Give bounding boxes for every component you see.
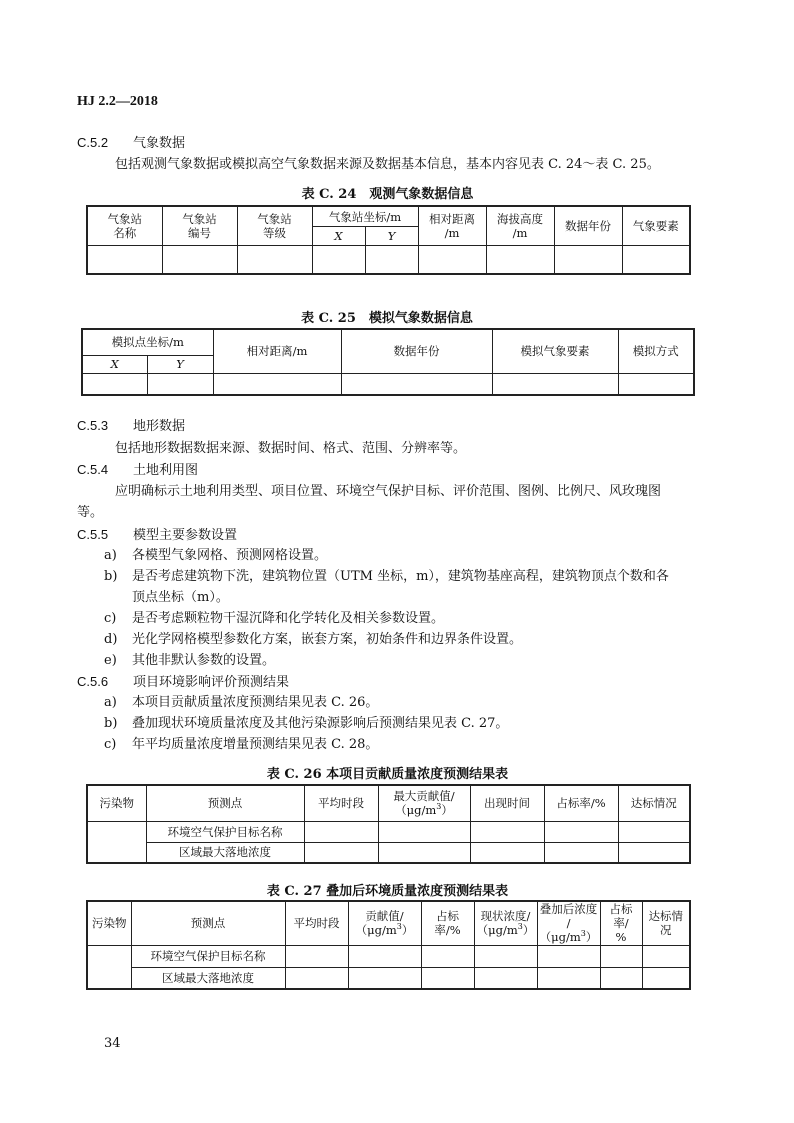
- t25-header-elem: 模拟气象要素: [492, 329, 618, 373]
- table-cell: [470, 821, 544, 842]
- table-cell: [418, 245, 486, 274]
- table-cell: [618, 821, 690, 842]
- section-c54-body: 应明确标示土地利用类型、项目位置、环境空气保护目标、评价范围、图例、比例尺、风玫瑰图: [115, 484, 662, 499]
- list-item: b) 是否考虑建筑物下洗，建筑物位置（UTM 坐标，m），建筑物基座高程，建筑物顶点个数和各: [104, 569, 669, 584]
- t24-header-coord: 气象站坐标/m: [312, 206, 418, 227]
- t25-header-y: Y: [147, 355, 213, 373]
- table-cell: [237, 245, 312, 274]
- table-cell: [378, 821, 470, 842]
- t24-header-level: 气象站 等级: [237, 206, 312, 245]
- t27-row-target: 环境空气保护目标名称: [131, 945, 285, 967]
- t27-header-ratio2: 占标率/ %: [600, 901, 642, 945]
- table-cell: [544, 842, 618, 863]
- table26-caption: 表 C. 26 本项目贡献质量浓度预测结果表: [266, 767, 509, 782]
- table-cell: [87, 821, 146, 863]
- t25-header-dist: 相对距离/m: [213, 329, 341, 373]
- table-cell: [642, 945, 690, 967]
- section-number: C.5.4: [77, 462, 109, 477]
- table-cell: [341, 373, 492, 395]
- t27-header-current: 现状浓度/ $(\mu g/m^3)$: [474, 901, 537, 945]
- t27-header-point: 预测点: [131, 901, 285, 945]
- t25-header-x: X: [82, 355, 147, 373]
- table-cell: [486, 245, 554, 274]
- t26-row-target: 环境空气保护目标名称: [146, 821, 304, 842]
- section-c52-heading: [77, 134, 185, 153]
- t27-header-overlay: 叠加后浓度 $/(\mu g/m^3)$: [537, 901, 600, 945]
- t24-header-alt: 海拔高度 /m: [486, 206, 554, 245]
- section-c54-body-cont: 等。: [77, 505, 104, 520]
- list-item: c) 是否考虑颗粒物干湿沉降和化学转化及相关参数设置。: [104, 611, 445, 626]
- table24-caption: 表 C. 24 观测气象数据信息: [301, 187, 474, 202]
- table-cell: [537, 967, 600, 989]
- section-c54-heading: [77, 461, 198, 480]
- t24-header-dist: 相对距离 /m: [418, 206, 486, 245]
- table-cell: [378, 842, 470, 863]
- table-c26: [86, 784, 691, 864]
- table-cell: [492, 373, 618, 395]
- section-c56-heading: [77, 673, 289, 692]
- list-item: c) 年平均质量浓度增量预测结果见表 C. 28。: [104, 737, 379, 752]
- section-number: C.5.2: [77, 135, 109, 150]
- table-cell: [87, 945, 131, 989]
- t26-header-comply: 达标情况: [618, 785, 690, 821]
- t26-header-avg: 平均时段: [304, 785, 378, 821]
- t26-header-ratio: 占标率/%: [544, 785, 618, 821]
- t27-header-ratio: 占标率/%: [421, 901, 474, 945]
- t26-header-point: 预测点: [146, 785, 304, 821]
- table-cell: [622, 245, 690, 274]
- t25-header-year: 数据年份: [341, 329, 492, 373]
- list-item: e) 其他非默认参数的设置。: [104, 653, 276, 668]
- table-cell: [285, 945, 348, 967]
- table-cell: [554, 245, 622, 274]
- table-cell: [213, 373, 341, 395]
- table-cell: [470, 842, 544, 863]
- table27-caption: 表 C. 27 叠加后环境质量浓度预测结果表: [266, 884, 509, 899]
- t25-header-coord: 模拟点坐标/m: [82, 329, 213, 355]
- t24-header-y: Y: [365, 227, 418, 246]
- table-cell: [642, 967, 690, 989]
- t27-header-pollutant: 污染物: [87, 901, 131, 945]
- table-cell: [147, 373, 213, 395]
- table-cell: [618, 373, 694, 395]
- table-cell: [474, 967, 537, 989]
- t24-header-x: X: [312, 227, 365, 246]
- table-cell: [304, 842, 378, 863]
- t27-header-comply: 达标情况: [642, 901, 690, 945]
- section-number: C.5.6: [77, 674, 109, 689]
- t24-header-year: 数据年份: [554, 206, 622, 245]
- section-number: C.5.5: [77, 527, 109, 542]
- section-c55-heading: [77, 526, 237, 545]
- table-cell: [600, 967, 642, 989]
- table25-caption: 表 C. 25 模拟气象数据信息: [301, 311, 473, 326]
- t26-header-time: 出现时间: [470, 785, 544, 821]
- list-item: b) 叠加现状环境质量浓度及其他污染源影响后预测结果见表 C. 27。: [104, 716, 509, 731]
- section-title: 模型主要参数设置: [133, 528, 238, 543]
- table-cell: [82, 373, 147, 395]
- table-cell: [544, 821, 618, 842]
- section-title: 气象数据: [133, 136, 186, 151]
- table-c27: [86, 900, 691, 990]
- t27-header-avg: 平均时段: [285, 901, 348, 945]
- doc-header: HJ 2.2—2018: [77, 94, 158, 109]
- table-cell: [618, 842, 690, 863]
- t26-row-max: 区域最大落地浓度: [146, 842, 304, 863]
- list-item: a) 本项目贡献质量浓度预测结果见表 C. 26。: [104, 695, 379, 710]
- t27-header-contrib: 贡献值/ $(\mu g/m^3)$: [348, 901, 421, 945]
- section-c53-body: 包括地形数据数据来源、数据时间、格式、范围、分辨率等。: [115, 441, 467, 456]
- list-item: d) 光化学网格模型参数化方案，嵌套方案，初始条件和边界条件设置。: [104, 632, 523, 647]
- table-c24: [86, 205, 691, 275]
- page-number: 34: [104, 1036, 121, 1051]
- t24-header-code: 气象站 编号: [162, 206, 237, 245]
- t27-row-max: 区域最大落地浓度: [131, 967, 285, 989]
- table-cell: [365, 245, 418, 274]
- list-item: a) 各模型气象网格、预测网格设置。: [104, 548, 328, 563]
- t24-header-name: 气象站 名称: [87, 206, 162, 245]
- section-title: 土地利用图: [133, 463, 199, 478]
- section-c53-heading: [77, 417, 185, 436]
- t24-header-elem: 气象要素: [622, 206, 690, 245]
- section-c52-body: 包括观测气象数据或模拟高空气象数据来源及数据基本信息，基本内容见表 C. 24～表 C. 25。: [115, 157, 660, 172]
- table-cell: [87, 245, 162, 274]
- table-cell: [421, 967, 474, 989]
- table-cell: [304, 821, 378, 842]
- section-number: C.5.3: [77, 418, 109, 433]
- t26-header-pollutant: 污染物: [87, 785, 146, 821]
- list-item-cont: 顶点坐标（m）。: [132, 590, 229, 605]
- table-cell: [421, 945, 474, 967]
- section-title: 地形数据: [133, 419, 186, 434]
- table-cell: [474, 945, 537, 967]
- table-cell: [348, 945, 421, 967]
- table-cell: [600, 945, 642, 967]
- table-cell: [312, 245, 365, 274]
- table-cell: [348, 967, 421, 989]
- table-cell: [162, 245, 237, 274]
- table-cell: [537, 945, 600, 967]
- t25-header-mode: 模拟方式: [618, 329, 694, 373]
- t26-header-max: 最大贡献值/ $(\mu g/m^3)$: [378, 785, 470, 821]
- table-cell: [285, 967, 348, 989]
- table-c25: [81, 328, 695, 396]
- section-title: 项目环境影响评价预测结果: [133, 675, 290, 690]
